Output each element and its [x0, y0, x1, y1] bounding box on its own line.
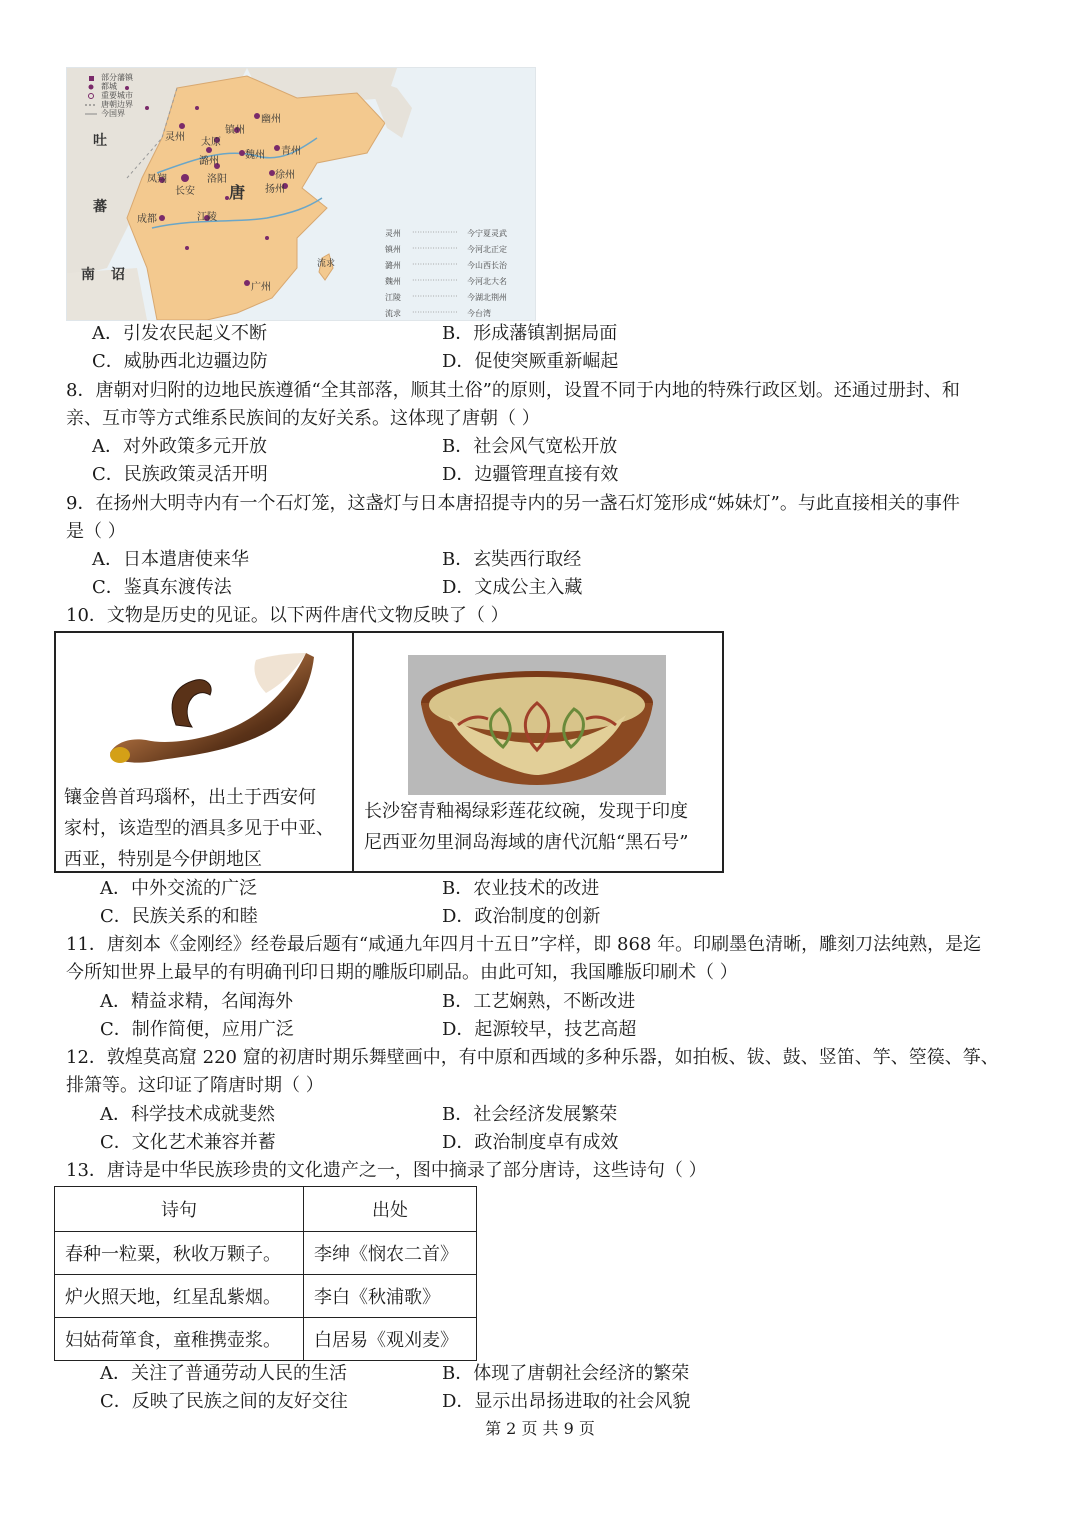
q13-stem: 13．唐诗是中华民族珍贵的文化遗产之一，图中摘录了部分唐诗，这些诗句（ ） [66, 1160, 707, 1181]
map-key-new: 今台湾 [467, 309, 491, 318]
map-legend-item: 重要城市 [101, 91, 133, 100]
artifact2-caption-line: 长沙窑青釉褐绿彩莲花纹碗，发现于印度 [364, 801, 688, 822]
q12-option-b[interactable]: B．社会经济发展繁荣 [442, 1104, 618, 1125]
map-city-label: 江陵 [197, 212, 217, 223]
map-key-old: 镇州 [385, 245, 401, 254]
table-row [55, 1318, 477, 1361]
q8-option-a[interactable]: A．对外政策多元开放 [92, 436, 267, 457]
map-region-label: 南 [81, 267, 95, 283]
artifact-table [54, 631, 724, 873]
artifact-table-divider [352, 633, 354, 871]
q13-option-d[interactable]: D．显示出昂扬进取的社会风貌 [442, 1391, 691, 1412]
poem-source-cell: 白居易《观刈麦》 [304, 1318, 477, 1361]
q10-option-b[interactable]: B．农业技术的改进 [442, 878, 600, 899]
poem-verse-cell: 炉火照天地，红星乱紫烟。 [55, 1275, 304, 1318]
artifact2-caption-line: 尼西亚勿里洞岛海域的唐代沉船“黑石号” [364, 832, 689, 853]
q11-option-c[interactable]: C．制作简便，应用广泛 [100, 1019, 294, 1040]
q9-option-b[interactable]: B．玄奘西行取经 [442, 549, 582, 570]
q12-stem-line1: 12．敦煌莫高窟 220 窟的初唐时期乐舞壁画中，有中原和西域的多种乐器，如拍板、钹、鼓、竖笛、竽、箜篌、筝、 [66, 1047, 999, 1068]
map-region-label: 蕃 [93, 199, 107, 215]
map-city-label: 镇州 [225, 125, 245, 136]
map-city-label: 广州 [251, 282, 271, 293]
lotus-bowl-image [408, 655, 666, 795]
q11-option-a[interactable]: A．精益求精，名闻海外 [100, 991, 293, 1012]
q8-stem-line2: 亲、互市等方式维系民族间的友好关系。这体现了唐朝（ ） [66, 408, 540, 429]
q10-stem: 10．文物是历史的见证。以下两件唐代文物反映了（ ） [66, 605, 509, 626]
q13-option-b[interactable]: B．体现了唐朝社会经济的繁荣 [442, 1363, 690, 1384]
map-city-label: 幽州 [261, 114, 281, 125]
artifact1-caption-line: 家村，该造型的酒具多见于中亚、 [64, 818, 334, 839]
map-city-label: 洛阳 [207, 174, 227, 185]
map-key-old: 魏州 [385, 277, 401, 286]
q9-stem-line1: 9．在扬州大明寺内有一个石灯笼，这盏灯与日本唐招提寺内的另一盏石灯笼形成“姊妹灯”。与此直接相关的事件 [66, 493, 960, 514]
q7-option-d[interactable]: D．促使突厥重新崛起 [442, 351, 619, 372]
map-key-old: 流求 [385, 309, 401, 318]
map-region-label: 吐 [93, 133, 107, 149]
poem-source-cell: 李白《秋浦歌》 [304, 1275, 477, 1318]
poem-verse-cell: 春种一粒粟，秋收万颗子。 [55, 1232, 304, 1275]
poem-table-header: 出处 [304, 1187, 477, 1232]
q7-option-a[interactable]: A．引发农民起义不断 [92, 323, 267, 344]
map-city-label: 凤翔 [147, 174, 167, 185]
page-number: 第 2 页 共 9 页 [485, 1419, 595, 1438]
poem-table-header-row [55, 1187, 477, 1232]
map-city-label: 扬州 [265, 184, 285, 195]
q7-option-b[interactable]: B．形成藩镇割据局面 [442, 323, 618, 344]
map-graphic [67, 68, 535, 320]
map-legend-item: 部分藩镇 [101, 73, 133, 82]
artifact1-caption-line: 西亚，特别是今伊朗地区 [64, 849, 262, 870]
q8-stem-line1: 8．唐朝对归附的边地民族遵循“全其部落，顺其土俗”的原则，设置不同于内地的特殊行政区划。还通过册封、和 [66, 380, 960, 401]
map-legend-item: 都城 [101, 82, 117, 91]
map-legend-item: 今国界 [101, 109, 125, 118]
poem-source-cell: 李绅《悯农二首》 [304, 1232, 477, 1275]
table-row [55, 1232, 477, 1275]
q9-option-a[interactable]: A．日本遣唐使来华 [92, 549, 249, 570]
map-key-new: 今山西长治 [467, 261, 507, 270]
poem-table [54, 1186, 477, 1361]
q8-option-c[interactable]: C．民族政策灵活开明 [92, 464, 268, 485]
q10-option-a[interactable]: A．中外交流的广泛 [100, 878, 257, 899]
q9-option-c[interactable]: C．鉴真东渡传法 [92, 577, 232, 598]
q8-option-b[interactable]: B．社会风气宽松开放 [442, 436, 618, 457]
q11-option-b[interactable]: B．工艺娴熟，不断改进 [442, 991, 636, 1012]
agate-cup-image [106, 645, 316, 775]
map-city-label: 太原 [201, 137, 221, 148]
q11-option-d[interactable]: D．起源较早，技艺高超 [442, 1019, 637, 1040]
artifact1-caption-line: 镶金兽首玛瑙杯，出土于西安何 [64, 787, 316, 808]
poem-verse-cell: 妇姑荷箪食，童稚携壶浆。 [55, 1318, 304, 1361]
q7-option-c[interactable]: C．威胁西北边疆边防 [92, 351, 268, 372]
q9-stem-line2: 是（ ） [66, 521, 126, 542]
map-city-label: 魏州 [245, 150, 265, 161]
tang-map: 部分藩镇 都城 重要城市 唐朝边界 今国界 吐 蕃 南 诏 唐 流求 幽州 镇州 太原 灵州 长安 凤翔 洛阳 潞州 魏州 青州 徐州 扬州 成都 江陵 广州 灵州 ·················· 今宁夏灵武 镇州 ·················· 今河北正定 潞州 ·················· 今山西长治 魏州 ·················· 今河北大名 江陵 ·················· 今湖北荆州 流求 ·················· 今台湾 [66, 67, 536, 321]
map-legend-item: 唐朝边界 [101, 100, 133, 109]
q12-stem-line2: 排箫等。这印证了隋唐时期（ ） [66, 1075, 324, 1096]
q8-option-d[interactable]: D．边疆管理直接有效 [442, 464, 619, 485]
map-city-label: 青州 [281, 146, 301, 157]
q13-option-c[interactable]: C．反映了民族之间的友好交往 [100, 1391, 348, 1412]
map-key-new: 今河北大名 [467, 277, 507, 286]
map-key-new: 今宁夏灵武 [467, 229, 507, 238]
map-city-label: 徐州 [275, 170, 295, 181]
q12-option-a[interactable]: A．科学技术成就斐然 [100, 1104, 275, 1125]
q11-stem-line2: 今所知世界上最早的有明确刊印日期的雕版印刷品。由此可知，我国雕版印刷术（ ） [66, 962, 738, 983]
table-row [55, 1275, 477, 1318]
map-region-label: 流求 [317, 259, 336, 269]
map-key-new: 今河北正定 [467, 245, 507, 254]
map-city-label: 成都 [137, 214, 157, 225]
map-key-old: 潞州 [385, 261, 401, 270]
q12-option-c[interactable]: C．文化艺术兼容并蓄 [100, 1132, 276, 1153]
map-key-new: 今湖北荆州 [467, 293, 507, 302]
q9-option-d[interactable]: D．文成公主入藏 [442, 577, 583, 598]
q12-option-d[interactable]: D．政治制度卓有成效 [442, 1132, 619, 1153]
map-key-old: 灵州 [385, 229, 401, 238]
q11-stem-line1: 11．唐刻本《金刚经》经卷最后题有“咸通九年四月十五日”字样，即 868 年。印刷墨色清晰，雕刻刀法纯熟，是迄 [66, 934, 982, 955]
map-key-old: 江陵 [385, 293, 401, 302]
q13-option-a[interactable]: A．关注了普通劳动人民的生活 [100, 1363, 347, 1384]
map-city-label: 潞州 [199, 156, 219, 167]
q10-option-c[interactable]: C．民族关系的和睦 [100, 906, 258, 927]
map-city-label: 长安 [175, 186, 195, 197]
poem-table-header: 诗句 [55, 1187, 304, 1232]
map-region-label: 诏 [111, 267, 125, 283]
q10-option-d[interactable]: D．政治制度的创新 [442, 906, 601, 927]
map-city-label: 灵州 [165, 132, 185, 143]
map-region-label: 唐 [229, 183, 246, 202]
